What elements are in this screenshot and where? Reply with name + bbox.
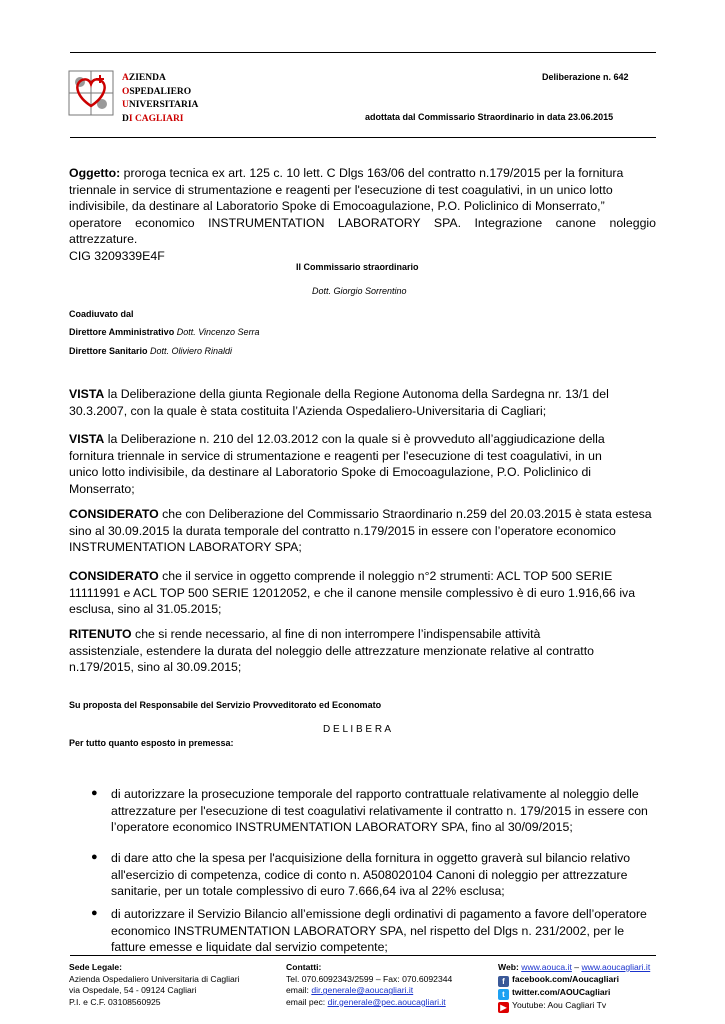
youtube-link[interactable]: ▶ Youtube: Aou Cagliari Tv bbox=[498, 1000, 650, 1013]
health-director: Direttore Sanitario Dott. Oliviero Rinaldi bbox=[69, 346, 233, 356]
footer-rule bbox=[70, 955, 656, 956]
org-line-4: DI CAGLIARI bbox=[122, 113, 184, 124]
bullet-icon: ● bbox=[91, 851, 98, 863]
adoption-date: adottata dal Commissario Straordinario in data 23.06.2015 bbox=[365, 112, 614, 122]
phone-text: Tel. 070.6092343/2599 – Fax: 070.6092344 bbox=[286, 973, 453, 984]
subject-block bbox=[69, 165, 656, 265]
recital-keyword: CONSIDERATO bbox=[69, 569, 159, 583]
subject-line: CIG 3209339E4F bbox=[69, 248, 165, 263]
web-link-2[interactable]: www.aoucagliari.it bbox=[581, 962, 651, 972]
subject-line: operatore economico INSTRUMENTATION LABORATORY SPA. Integrazione canone noleggio attrezzature. bbox=[69, 215, 656, 247]
facebook-icon: f bbox=[498, 976, 509, 987]
seat-title: Sede Legale: bbox=[69, 962, 123, 972]
proposal-line: Su proposta del Responsabile del Servizio Provveditorato ed Economato bbox=[69, 700, 382, 710]
commissioner-name: Dott. Giorgio Sorrentino bbox=[312, 286, 407, 296]
top-rule bbox=[70, 52, 656, 53]
recital-paragraph: CONSIDERATO che con Deliberazione del Commissario Straordinario n.259 del 20.03.2015 è stata estesa sino al 30.09.2015 la durata temporale del contratto n.179/2015 in essere con l’operatore economico INSTRUMENTATION LABORATORY SPA; bbox=[69, 507, 652, 555]
decision-item: di dare atto che la spesa per l'acquisizione della fornitura in oggetto graverà sul bilancio relativo all'esercizio di competenza, codice di conto n. A508020104 Canoni di noleggio per attrezzature sanitarie, per un totale complessivo di euro 7.666,64 iva al 22% esclusa; bbox=[111, 851, 631, 899]
subject-line: Oggetto: proroga tecnica ex art. 125 c. 10 lett. C Dlgs 163/06 del contratto n.179/2015 per la fornitura bbox=[69, 166, 624, 180]
hospital-logo bbox=[68, 70, 114, 116]
recital-keyword: VISTA bbox=[69, 432, 105, 446]
recital-keyword: VISTA bbox=[69, 387, 105, 401]
recital-keyword: RITENUTO bbox=[69, 627, 132, 641]
footer-seat: Sede Legale: Azienda Ospedaliero Universitaria di Cagliari via Ospedale, 54 - 09124 Cagliari P.I. e C.F. 03108560925 bbox=[69, 962, 240, 1007]
subject-label: Oggetto: bbox=[69, 166, 121, 180]
header-rule bbox=[70, 137, 656, 138]
subject-line: triennale in service di strumentazione e reagenti per l'esecuzione di test coagulativi, in un unico lotto bbox=[69, 182, 613, 197]
bullet-icon: ● bbox=[91, 787, 98, 799]
decision-item: di autorizzare la prosecuzione temporale del rapporto contrattuale relativamente al noleggio delle attrezzature per l'esecuzione di test coagulativi relativamente il contratto n. 179/2015 in essere con l’operatore economico INSTRUMENTATION LABORATORY SPA, fino al 30/09/2015; bbox=[111, 787, 648, 835]
org-line-2: OSPEDALIERO bbox=[122, 86, 192, 97]
bullet-icon: ● bbox=[91, 907, 98, 919]
footer-web: Web: www.aouca.it – www.aoucagliari.it f facebook.com/Aoucagliari t twitter.com/AOUCagliari ▶ Youtube: Aou Cagliari Tv bbox=[498, 962, 651, 1012]
recital-keyword: CONSIDERATO bbox=[69, 507, 159, 521]
email-link[interactable]: dir.generale@aoucagliari.it bbox=[311, 985, 414, 996]
recital-paragraph: VISTA la Deliberazione della giunta Regionale della Regione Autonoma della Sardegna nr. 13/1 del 30.3.2007, con la quale è stata costituita l’Azienda Ospedaliero-Universitaria di Cagliari; bbox=[69, 387, 609, 418]
subject-line: indivisibile, da destinare al Laboratorio Spoke di Emocoagulazione, P.O. Policlinico di Monserrato,” bbox=[69, 199, 605, 214]
twitter-link[interactable]: t twitter.com/AOUCagliari bbox=[498, 987, 650, 1000]
admin-director: Direttore Amministrativo Dott. Vincenzo Serra bbox=[69, 327, 260, 337]
commissioner-title: Il Commissario straordinario bbox=[296, 262, 419, 272]
premise-line: Per tutto quanto esposto in premessa: bbox=[69, 738, 234, 748]
organization-name bbox=[122, 72, 198, 126]
assisted-label: Coadiuvato dal bbox=[69, 309, 134, 319]
org-line-3: UNIVERSITARIA bbox=[122, 100, 199, 110]
deliberation-number: Deliberazione n. 642 bbox=[542, 72, 629, 82]
recital-paragraph: RITENUTO che si rende necessario, al fine di non interrompere l’indispensabile attività assistenziale, estendere la durata del noleggio delle attrezzature menzionate relative al contratto n.179/2015, sino al 30.09.2015; bbox=[69, 627, 594, 675]
recital-paragraph: VISTA la Deliberazione n. 210 del 12.03.2012 con la quale si è provveduto all’aggiudicazione della fornitura triennale in service di strumentazione e reagenti per l'esecuzione di test coagulativi, in un unico lotto indivisibile, da destinare al Laboratorio Spoke di Emocoagulazione, P.O. Policlinico di Monserrato; bbox=[69, 432, 605, 496]
contacts-title: Contatti: bbox=[286, 962, 322, 972]
org-line-1: AZIENDA bbox=[122, 73, 166, 83]
web-link-1[interactable]: www.aouca.it bbox=[521, 962, 572, 972]
recital-paragraph: CONSIDERATO che il service in oggetto comprende il noleggio n°2 strumenti: ACL TOP 500 SERIE 11111991 e ACL TOP 500 SERIE 12012052, e che il canone mensile complessivo è di euro 1.916,66 iva esclusa, sino al 31.05.2015; bbox=[69, 569, 636, 617]
youtube-icon: ▶ bbox=[498, 1002, 509, 1013]
decision-item: di autorizzare il Servizio Bilancio all’emissione degli ordinativi di pagamento a favore dell’operatore economico INSTRUMENTATION LABORATORY SPA, nel rispetto del Dlgs n. 231/2002, per le fatture emesse e liquidate dal servizio competente; bbox=[111, 907, 647, 955]
facebook-link[interactable]: f facebook.com/Aoucagliari bbox=[498, 974, 650, 987]
footer-contacts: Contatti: Tel. 070.6092343/2599 – Fax: 070.6092344 email: dir.generale@aoucagliari.it email pec: dir.generale@pec.aoucagliari.it bbox=[286, 962, 453, 1007]
delibera-heading: D E L I B E R A bbox=[323, 724, 391, 735]
pec-email-link[interactable]: dir.generale@pec.aoucagliari.it bbox=[327, 996, 446, 1007]
twitter-icon: t bbox=[498, 989, 509, 1000]
